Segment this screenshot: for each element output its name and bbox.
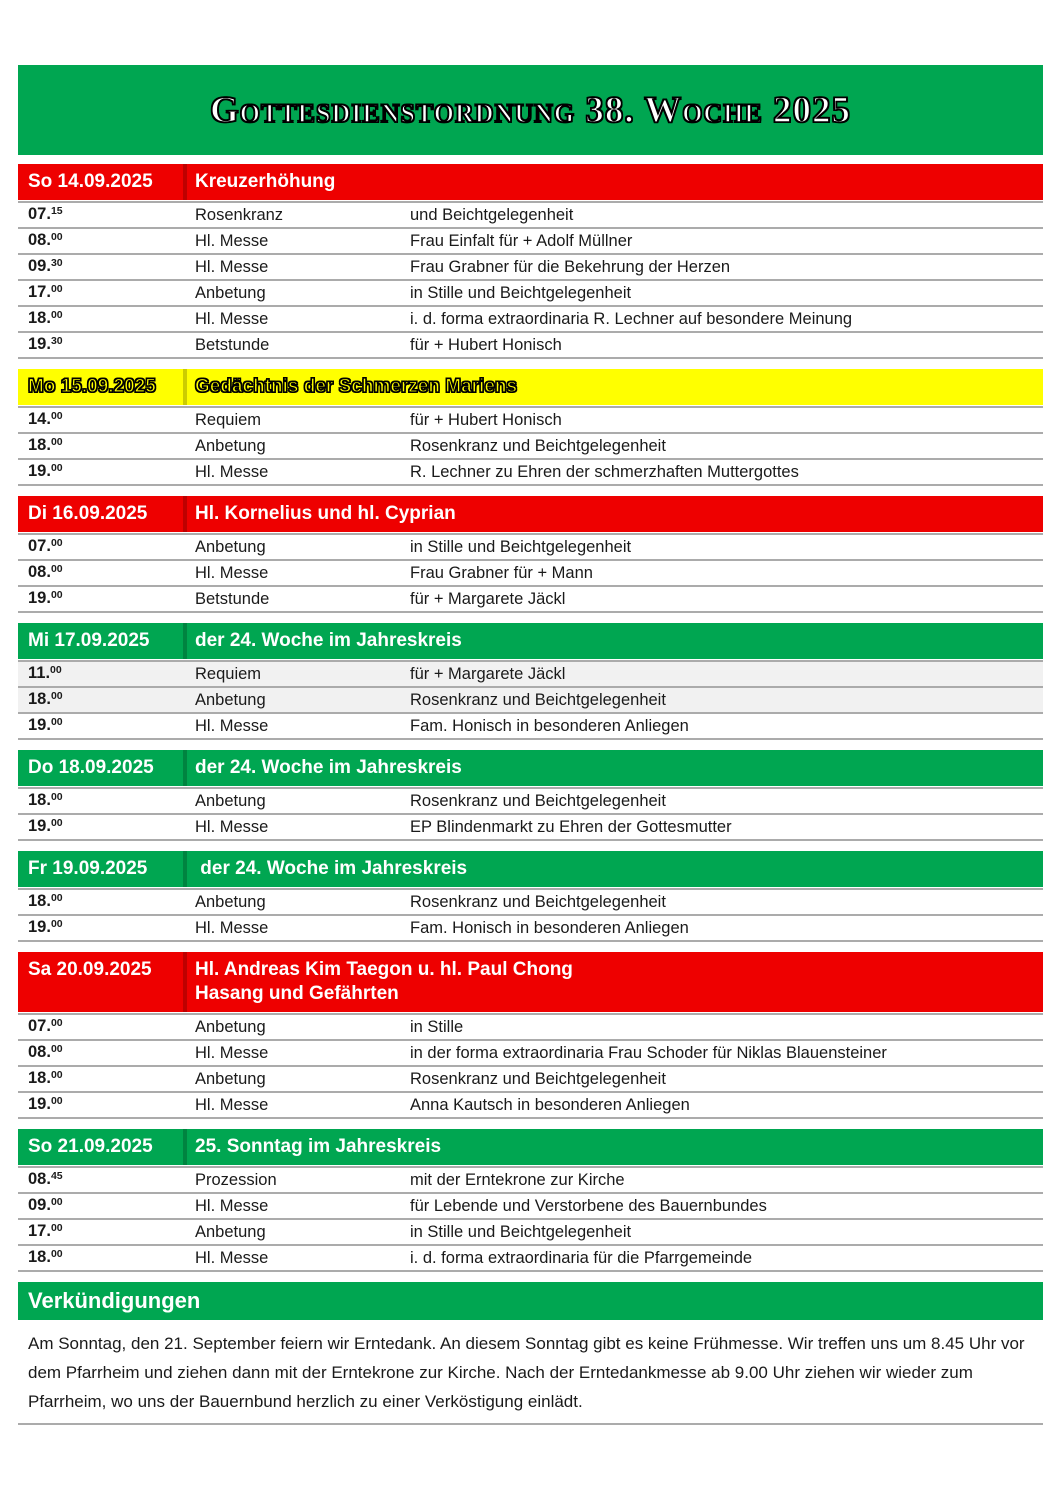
service-detail: in Stille (410, 1018, 464, 1036)
service-row (18, 662, 1043, 688)
service-minutes: 30 (50, 335, 63, 347)
service-rows (18, 406, 1043, 486)
day-title-line1: Hl. Kornelius und hl. Cyprian (195, 503, 456, 524)
service-hour: 18. (28, 1069, 51, 1087)
day-section (18, 952, 1043, 1119)
service-type: Anbetung (195, 792, 266, 810)
service-row (18, 890, 1043, 916)
service-detail: Fam. Honisch in besonderen Anliegen (410, 919, 689, 937)
service-type: Hl. Messe (195, 717, 269, 735)
day-section (18, 496, 1043, 613)
service-type: Hl. Messe (195, 564, 269, 582)
service-row (18, 1067, 1043, 1093)
service-time (18, 281, 183, 305)
day-section (18, 1129, 1043, 1272)
service-detail: Anna Kautsch in besonderen Anliegen (410, 1096, 690, 1114)
service-minutes: 00 (50, 918, 63, 930)
service-hour: 19. (28, 817, 51, 835)
service-time (18, 460, 183, 484)
service-minutes: 00 (50, 1043, 63, 1055)
service-time (18, 789, 183, 813)
service-minutes: 00 (50, 791, 63, 803)
service-minutes: 00 (50, 690, 63, 702)
day-header (18, 369, 1043, 405)
service-hour: 19. (28, 918, 51, 936)
service-detail: in Stille und Beichtgelegenheit (410, 1223, 632, 1241)
service-detail: in Stille und Beichtgelegenheit (410, 284, 632, 302)
service-time (18, 434, 183, 458)
service-hour: 19. (28, 1095, 51, 1113)
service-detail: Fam. Honisch in besonderen Anliegen (410, 717, 689, 735)
service-type: Hl. Messe (195, 463, 269, 481)
service-hour: 18. (28, 436, 51, 454)
service-row (18, 333, 1043, 359)
service-detail: Frau Einfalt für + Adolf Müllner (410, 232, 633, 250)
service-hour: 17. (28, 283, 51, 301)
service-detail: in der forma extraordinaria Frau Schoder für Niklas Blauensteiner (410, 1044, 887, 1062)
service-type: Anbetung (195, 893, 266, 911)
service-type: Anbetung (195, 538, 266, 556)
service-row (18, 1220, 1043, 1246)
service-minutes: 00 (50, 283, 63, 295)
service-row (18, 1093, 1043, 1119)
announcements-header: Verkündigungen (18, 1282, 1043, 1320)
service-type: Hl. Messe (195, 258, 269, 276)
day-title (187, 164, 1043, 200)
day-title-line1: 25. Sonntag im Jahreskreis (195, 1136, 442, 1157)
day-title-line1: der 24. Woche im Jahreskreis (195, 858, 468, 879)
day-title-line1: der 24. Woche im Jahreskreis (195, 757, 462, 778)
service-detail: Rosenkranz und Beichtgelegenheit (410, 792, 666, 810)
service-time (18, 714, 183, 738)
service-time (18, 1067, 183, 1091)
service-row (18, 408, 1043, 434)
service-detail: Rosenkranz und Beichtgelegenheit (410, 691, 666, 709)
service-type: Requiem (195, 411, 262, 429)
service-hour: 19. (28, 335, 51, 353)
service-type: Rosenkranz (195, 206, 284, 224)
day-date: So 21.09.2025 (28, 1136, 153, 1157)
service-hour: 19. (28, 589, 51, 607)
service-minutes: 45 (50, 1170, 63, 1182)
service-time (18, 1168, 183, 1192)
service-hour: 18. (28, 309, 51, 327)
day-header (18, 750, 1043, 786)
service-rows (18, 660, 1043, 740)
service-hour: 08. (28, 231, 51, 249)
service-time (18, 1220, 183, 1244)
service-type: Requiem (195, 665, 262, 683)
service-time (18, 662, 183, 686)
service-time (18, 815, 183, 839)
service-detail: i. d. forma extraordinaria R. Lechner auf besondere Meinung (410, 310, 853, 328)
service-time (18, 203, 183, 227)
announcements-text: Am Sonntag, den 21. September feiern wir Erntedank. An diesem Sonntag gibt es keine Frühmesse. Wir treffen uns um 8.45 Uhr vor dem Pfarrheim und ziehen dann mit der Erntekrone zur Kirche. Nach der Erntedankmesse ab 9.00 Uhr ziehen wir wieder zum Pfarrheim, wo uns der Bauernbund herzlich zu einer Verköstigung einlädt. (28, 1334, 1025, 1411)
service-rows (18, 201, 1043, 359)
service-row (18, 229, 1043, 255)
day-header (18, 1129, 1043, 1165)
service-hour: 19. (28, 462, 51, 480)
service-time (18, 1194, 183, 1218)
service-row (18, 1194, 1043, 1220)
service-minutes: 30 (50, 257, 63, 269)
day-title (187, 750, 1043, 786)
service-type: Hl. Messe (195, 1044, 269, 1062)
day-date: Mi 17.09.2025 (28, 630, 150, 651)
service-type: Hl. Messe (195, 1096, 269, 1114)
service-detail: für + Hubert Honisch (410, 411, 562, 429)
day-title-line1: Hl. Andreas Kim Taegon u. hl. Paul Chong (195, 959, 573, 980)
schedule-sections (18, 164, 1043, 1272)
day-title-line1: Gedächtnis der Schmerzen Mariens (195, 376, 518, 397)
service-row (18, 307, 1043, 333)
service-type: Anbetung (195, 437, 266, 455)
service-time (18, 255, 183, 279)
service-minutes: 00 (50, 664, 62, 676)
service-minutes: 00 (50, 537, 63, 549)
service-minutes: 00 (50, 589, 63, 601)
service-row (18, 815, 1043, 841)
service-detail: Rosenkranz und Beichtgelegenheit (410, 1070, 666, 1088)
service-minutes: 00 (50, 410, 63, 422)
service-time (18, 688, 183, 712)
service-row (18, 535, 1043, 561)
service-type: Betstunde (195, 590, 270, 608)
service-type: Anbetung (195, 1223, 266, 1241)
day-title (187, 851, 1043, 887)
service-row (18, 1041, 1043, 1067)
service-hour: 18. (28, 690, 51, 708)
day-header (18, 496, 1043, 532)
day-section (18, 369, 1043, 486)
day-date: Do 18.09.2025 (28, 757, 154, 778)
title-banner (18, 65, 1043, 155)
service-type: Betstunde (195, 336, 270, 354)
service-detail: für + Margarete Jäckl (410, 665, 566, 683)
service-row (18, 688, 1043, 714)
service-row (18, 1246, 1043, 1272)
service-minutes: 00 (50, 231, 63, 243)
service-time (18, 916, 183, 940)
service-row (18, 1015, 1043, 1041)
service-detail: für + Margarete Jäckl (410, 590, 566, 608)
day-date: Sa 20.09.2025 (28, 959, 152, 980)
service-time (18, 1246, 183, 1270)
service-detail: in Stille und Beichtgelegenheit (410, 538, 632, 556)
service-detail: Frau Grabner für + Mann (410, 564, 593, 582)
service-rows (18, 787, 1043, 841)
service-row (18, 281, 1043, 307)
service-hour: 08. (28, 563, 51, 581)
service-hour: 11. (28, 664, 51, 682)
day-header (18, 952, 1043, 1012)
service-hour: 08. (28, 1043, 51, 1061)
day-date: Fr 19.09.2025 (28, 858, 148, 879)
service-detail: für Lebende und Verstorbene des Bauernbundes (410, 1197, 767, 1215)
service-hour: 07. (28, 1017, 51, 1035)
service-detail: Frau Grabner für die Bekehrung der Herzen (410, 258, 731, 276)
service-hour: 18. (28, 1248, 51, 1266)
service-detail: und Beichtgelegenheit (410, 206, 574, 224)
service-minutes: 00 (50, 436, 63, 448)
service-row (18, 714, 1043, 740)
service-time (18, 561, 183, 585)
service-minutes: 00 (50, 817, 63, 829)
day-section (18, 750, 1043, 841)
service-minutes: 00 (50, 1069, 63, 1081)
service-time (18, 229, 183, 253)
service-row (18, 587, 1043, 613)
service-detail: EP Blindenmarkt zu Ehren der Gottesmutter (410, 818, 732, 836)
day-title (187, 623, 1043, 659)
service-type: Anbetung (195, 1070, 266, 1088)
service-hour: 17. (28, 1222, 51, 1240)
service-minutes: 00 (50, 1222, 63, 1234)
service-time (18, 535, 183, 559)
service-rows (18, 1166, 1043, 1272)
service-detail: für + Hubert Honisch (410, 336, 562, 354)
day-date: Di 16.09.2025 (28, 503, 148, 524)
service-time (18, 307, 183, 331)
service-time (18, 408, 183, 432)
service-type: Hl. Messe (195, 1197, 269, 1215)
day-title (187, 369, 1043, 405)
day-header (18, 164, 1043, 200)
service-minutes: 00 (50, 1248, 63, 1260)
service-type: Anbetung (195, 284, 266, 302)
announcements-section (18, 1282, 1043, 1425)
service-type: Hl. Messe (195, 818, 269, 836)
service-detail: R. Lechner zu Ehren der schmerzhaften Muttergottes (410, 463, 799, 481)
service-minutes: 15 (50, 205, 63, 217)
service-hour: 19. (28, 716, 51, 734)
day-date: Mo 15.09.2025 (28, 376, 156, 397)
day-header (18, 851, 1043, 887)
day-title-line1: der 24. Woche im Jahreskreis (195, 630, 462, 651)
day-title-line1: Kreuzerhöhung (195, 171, 336, 192)
service-time (18, 1093, 183, 1117)
service-hour: 07. (28, 537, 51, 555)
service-hour: 14. (28, 410, 51, 428)
service-time (18, 333, 183, 357)
service-row (18, 916, 1043, 942)
service-minutes: 00 (50, 309, 63, 321)
service-minutes: 00 (50, 1196, 63, 1208)
day-title (187, 1129, 1043, 1165)
service-type: Hl. Messe (195, 1249, 269, 1267)
page-title: Gottesdienstordnung 38. Woche 2025 (209, 89, 852, 131)
service-minutes: 00 (50, 1095, 63, 1107)
service-row (18, 203, 1043, 229)
day-title (187, 952, 1043, 1012)
service-minutes: 00 (50, 892, 63, 904)
service-detail: i. d. forma extraordinaria für die Pfarrgemeinde (410, 1249, 753, 1267)
service-hour: 08. (28, 1170, 51, 1188)
service-type: Hl. Messe (195, 310, 269, 328)
day-section (18, 623, 1043, 740)
service-detail: Rosenkranz und Beichtgelegenheit (410, 893, 666, 911)
service-time (18, 1015, 183, 1039)
day-section (18, 164, 1043, 359)
day-date: So 14.09.2025 (28, 171, 153, 192)
service-rows (18, 533, 1043, 613)
service-row (18, 460, 1043, 486)
service-time (18, 587, 183, 611)
service-detail: Rosenkranz und Beichtgelegenheit (410, 437, 666, 455)
service-hour: 18. (28, 791, 51, 809)
day-title-line2: Hasang und Gefährten (195, 983, 399, 1004)
day-title (187, 496, 1043, 532)
service-row (18, 561, 1043, 587)
day-section (18, 851, 1043, 942)
service-minutes: 00 (50, 462, 63, 474)
service-type: Hl. Messe (195, 919, 269, 937)
service-type: Hl. Messe (195, 232, 269, 250)
service-hour: 09. (28, 257, 51, 275)
service-row (18, 255, 1043, 281)
service-minutes: 00 (50, 1017, 63, 1029)
service-row (18, 434, 1043, 460)
service-rows (18, 888, 1043, 942)
service-hour: 07. (28, 205, 51, 223)
service-type: Anbetung (195, 1018, 266, 1036)
service-row (18, 1168, 1043, 1194)
day-header (18, 623, 1043, 659)
service-type: Anbetung (195, 691, 266, 709)
service-type: Prozession (195, 1171, 277, 1189)
service-minutes: 00 (50, 716, 63, 728)
bottom-rule (18, 1423, 1043, 1425)
service-minutes: 00 (50, 563, 63, 575)
service-hour: 09. (28, 1196, 51, 1214)
service-detail: mit der Erntekrone zur Kirche (410, 1171, 625, 1189)
service-row (18, 789, 1043, 815)
service-rows (18, 1013, 1043, 1119)
service-time (18, 1041, 183, 1065)
service-time (18, 890, 183, 914)
service-hour: 18. (28, 892, 51, 910)
